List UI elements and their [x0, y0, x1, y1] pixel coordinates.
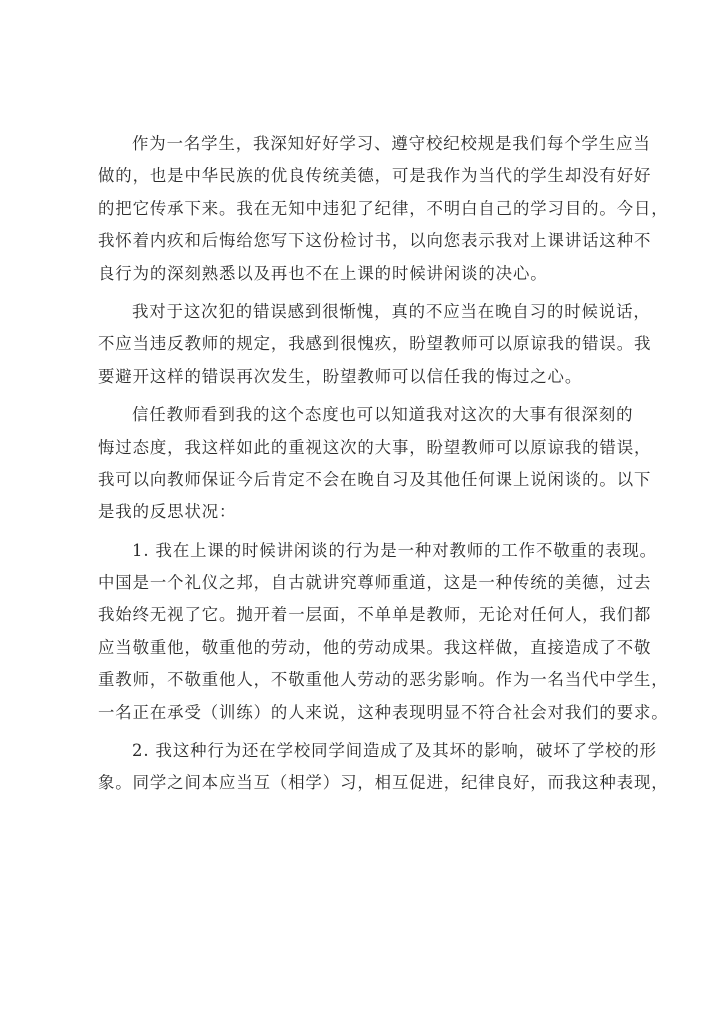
- text-line: 我怀着内疚和后悔给您写下这份检讨书，以向您表示我对上课讲话这种不: [98, 231, 652, 251]
- text-line: 做的，也是中华民族的优良传统美德，可是我作为当代的学生却没有好好: [98, 166, 652, 186]
- text-line: 要避开这样的错误再次发生，盼望教师可以信任我的悔过之心。: [98, 366, 583, 386]
- text-line: 中国是一个礼仪之邦，自古就讲究尊师重道，这是一种传统的美德，过去: [98, 573, 652, 593]
- text-line: 不应当违反教师的规定，我感到很愧疚，盼望教师可以原谅我的错误。我: [98, 334, 652, 354]
- text-line: 一名正在承受（训练）的人来说，这种表现明显不符合社会对我们的要求。: [98, 702, 669, 722]
- text-line: 我对于这次犯的错误感到很惭愧，真的不应当在晚自习的时候说话，: [132, 301, 651, 321]
- text-line: 作为一名学生，我深知好好学习、遵守校纪校规是我们每个学生应当: [132, 134, 651, 153]
- text-line: 是我的反思状况：: [98, 502, 237, 522]
- text-line: 重教师，不敬重他人，不敬重他人劳动的恶劣影响。作为一名当代中学生，: [98, 670, 669, 690]
- text-line: 1. 我在上课的时候讲闲谈的行为是一种对教师的工作不敬重的表现。: [132, 540, 657, 560]
- text-line: 象。同学之间本应当互（相学）习，相互促进，纪律良好，而我这种表现，: [98, 773, 669, 793]
- text-line: 良行为的深刻熟悉以及再也不在上课的时候讲闲谈的决心。: [98, 263, 548, 283]
- paragraph-5: [98, 735, 669, 800]
- paragraph-2: [98, 296, 652, 393]
- text-line: 信任教师看到我的这个态度也可以知道我对这次的大事有很深刻的: [132, 405, 634, 425]
- document-body: [98, 128, 669, 806]
- paragraph-1: [98, 128, 669, 290]
- text-line: 悔过态度，我这样如此的重视这次的大事，盼望教师可以原谅我的错误，: [98, 437, 652, 457]
- text-line: 的把它传承下来。我在无知中违犯了纪律，不明白自己的学习目的。今日，: [98, 198, 669, 218]
- text-line: 2. 我这种行为还在学校同学间造成了及其坏的影响，破坏了学校的形: [132, 741, 657, 761]
- text-line: 我可以向教师保证今后肯定不会在晚自习及其他任何课上说闲谈的。以下: [98, 469, 652, 489]
- text-line: 我始终无视了它。抛开着一层面，不单单是教师，无论对任何人，我们都: [98, 605, 652, 625]
- text-line: 应当敬重他，敬重他的劳动，他的劳动成果。我这样做，直接造成了不敬: [98, 637, 652, 657]
- paragraph-4: [98, 535, 669, 729]
- paragraph-3: [98, 399, 652, 529]
